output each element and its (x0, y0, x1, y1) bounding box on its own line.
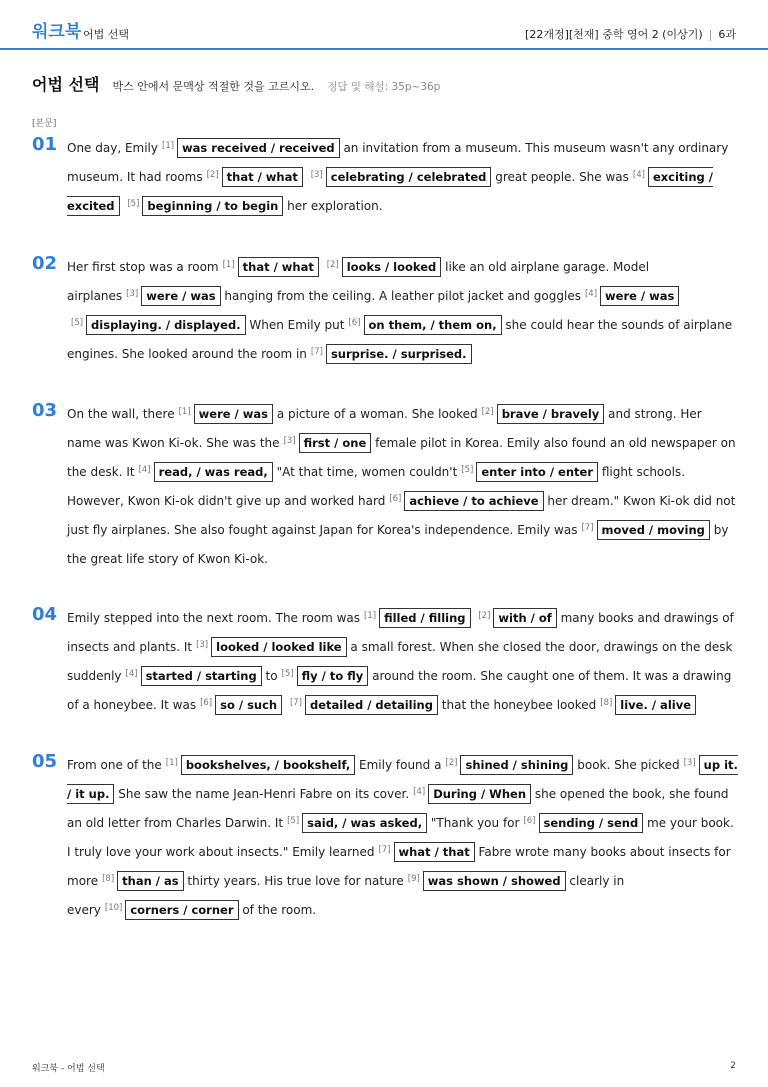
question-item-02 (32, 253, 738, 369)
choice-box[interactable]: displaying. / displayed. (86, 315, 246, 335)
choice-box[interactable]: so / such (215, 695, 282, 715)
blank-marker: [2] (206, 170, 219, 180)
blank-marker: [4] (632, 170, 645, 180)
blank-marker: [7] (581, 523, 594, 533)
choice-box[interactable]: looks / looked (342, 257, 442, 277)
blank-marker: [5] (461, 465, 474, 475)
blank-marker: [2] (326, 260, 339, 270)
text-segment: One day, Emily (67, 141, 158, 155)
text-segment: her dream." Kwon Ki-ok did not just fly airplanes. She also fought against Japan for Korea's independence. Emily was (67, 494, 736, 537)
blank-marker: [4] (413, 787, 426, 797)
blank-marker: [7] (310, 347, 323, 357)
text-segment: Emily stepped into the next room. The room was (67, 611, 361, 625)
text-segment: flight schools. However, Kwon Ki-ok didn't give up and worked hard (67, 465, 686, 508)
question-text (67, 604, 738, 720)
text-segment: she opened the book, she found an old letter from Charles Darwin. It (67, 787, 729, 830)
blank-marker: [1] (165, 758, 178, 768)
choice-box[interactable]: During / When (428, 784, 531, 804)
text-segment: she could hear the sounds of airplane engines. She looked around the room in (67, 318, 733, 361)
choice-box[interactable]: beginning / to begin (142, 196, 283, 216)
text-segment: and strong. Her name was Kwon Ki-ok. She was the (67, 407, 702, 450)
choice-box[interactable]: that / what (238, 257, 319, 277)
choice-box[interactable]: than / as (117, 871, 183, 891)
blank-marker: [5] (281, 669, 294, 679)
blank-marker: [8] (102, 874, 115, 884)
choice-box[interactable]: was shown / showed (423, 871, 566, 891)
course-name: [22개정][천재] 중학 영어 2 (이상기) (525, 28, 703, 41)
choice-box[interactable]: surprise. / surprised. (326, 344, 472, 364)
question-item-01 (32, 134, 738, 221)
choice-box[interactable]: exciting / excited (67, 167, 713, 216)
blank-marker: [3] (310, 170, 323, 180)
choice-box[interactable]: started / starting (141, 666, 262, 686)
text-segment: her exploration. (287, 199, 383, 213)
blank-marker: [6] (348, 318, 361, 328)
blank-marker: [1] (162, 141, 175, 151)
text-segment: like an old airplane garage. Model airplanes (67, 260, 650, 303)
blank-marker: [8] (600, 698, 613, 708)
text-segment: that the honeybee looked (441, 698, 597, 712)
text-segment: book. She picked (577, 758, 680, 772)
choice-box[interactable]: celebrating / celebrated (326, 167, 492, 187)
blank-marker: [2] (445, 758, 458, 768)
text-segment: a picture of a woman. She looked (276, 407, 478, 421)
text-segment: around the room. She caught one of them. It was a drawing of a honeybee. It was (67, 669, 732, 712)
blank-marker: [3] (283, 436, 296, 446)
blank-marker: [3] (126, 289, 139, 299)
text-segment: an invitation from a museum. This museum wasn't any ordinary museum. It had rooms (67, 141, 729, 184)
choice-box[interactable]: bookshelves, / bookshelf, (181, 755, 355, 775)
question-number: 05 (32, 751, 58, 772)
course-separator: | (708, 28, 713, 41)
blank-marker: [4] (125, 669, 138, 679)
blank-marker: [5] (71, 318, 84, 328)
footer-label: 워크북 - 어법 선택 (32, 1064, 105, 1074)
question-item-04 (32, 604, 738, 720)
blank-marker: [10] (104, 903, 123, 913)
choice-box[interactable]: was received / received (177, 138, 340, 158)
brand-title: 워크북 (32, 22, 82, 42)
choice-box[interactable]: looked / looked like (211, 637, 346, 657)
text-segment: clearly in every (67, 874, 625, 917)
blank-marker: [5] (127, 199, 140, 209)
page-header (0, 0, 768, 50)
question-text (67, 134, 738, 221)
choice-box[interactable]: read, / was read, (154, 462, 273, 482)
question-text (67, 253, 738, 369)
text-segment: Fabre wrote many books about insects for more (67, 845, 731, 888)
choice-box[interactable]: moved / moving (597, 520, 710, 540)
brand-subtitle: 어법 선택 (83, 28, 130, 41)
blank-marker: [6] (523, 816, 536, 826)
blank-marker: [1] (222, 260, 235, 270)
text-segment: She saw the name Jean-Henri Fabre on its cover. (118, 787, 410, 801)
text-segment: Emily found a (359, 758, 442, 772)
text-segment: many books and drawings of insects and plants. It (67, 611, 734, 654)
text-segment: When Emily put (249, 318, 345, 332)
choice-box[interactable]: live. / alive (615, 695, 696, 715)
choice-box[interactable]: first / one (299, 433, 372, 453)
text-segment: great people. She was (495, 170, 629, 184)
lesson-label: 6과 (718, 28, 736, 41)
choice-box[interactable]: shined / shining (460, 755, 573, 775)
choice-box[interactable]: said, / was asked, (302, 813, 427, 833)
blank-marker: [4] (138, 465, 151, 475)
text-segment: me your book. I truly love your work about insects." Emily learned (67, 816, 734, 859)
text-segment: Her first stop was a room (67, 260, 219, 274)
question-number: 04 (32, 604, 58, 625)
choice-box[interactable]: up it. / it up. (67, 755, 738, 804)
text-segment: by the great life story of Kwon Ki-ok. (67, 523, 729, 566)
choice-box[interactable]: achieve / to achieve (404, 491, 543, 511)
question-text (67, 400, 738, 574)
text-segment: "At that time, women couldn't (276, 465, 458, 479)
choice-box[interactable]: fly / to fly (297, 666, 369, 686)
question-number: 02 (32, 253, 58, 274)
answer-reference: 정답 및 해설: 35p~36p (327, 81, 441, 93)
course-info (525, 26, 736, 42)
passage-label: [본문] (32, 119, 57, 129)
choice-box[interactable]: corners / corner (125, 900, 238, 920)
blank-marker: [7] (378, 845, 391, 855)
text-segment: "Thank you for (430, 816, 520, 830)
blank-marker: [6] (389, 494, 402, 504)
choice-box[interactable]: filled / filling (379, 608, 470, 628)
blank-marker: [2] (481, 407, 494, 417)
section-title-row (32, 72, 440, 95)
text-segment: hanging from the ceiling. A leather pilot jacket and goggles (224, 289, 581, 303)
question-item-05 (32, 751, 738, 925)
text-segment: to (265, 669, 278, 683)
choice-box[interactable]: were / was (141, 286, 220, 306)
section-title: 어법 선택 (32, 75, 100, 94)
blank-marker: [2] (478, 611, 491, 621)
choice-box[interactable]: on them, / them on, (364, 315, 502, 335)
choice-box[interactable]: with / of (493, 608, 556, 628)
choice-box[interactable]: enter into / enter (476, 462, 598, 482)
blank-marker: [3] (683, 758, 696, 768)
page-number: 2 (730, 1061, 736, 1071)
choice-box[interactable]: were / was (600, 286, 679, 306)
choice-box[interactable]: what / that (394, 842, 475, 862)
blank-marker: [7] (289, 698, 302, 708)
blank-marker: [6] (200, 698, 213, 708)
blank-marker: [3] (196, 640, 209, 650)
question-text (67, 751, 738, 925)
choice-box[interactable]: detailed / detailing (305, 695, 438, 715)
choice-box[interactable]: were / was (194, 404, 273, 424)
text-segment: From one of the (67, 758, 162, 772)
text-segment: thirty years. His true love for nature (187, 874, 404, 888)
text-segment: of the room. (242, 903, 317, 917)
section-instruction: 박스 안에서 문맥상 적절한 것을 고르시오. (112, 80, 315, 93)
text-segment: On the wall, there (67, 407, 175, 421)
choice-box[interactable]: brave / bravely (497, 404, 605, 424)
question-number: 01 (32, 134, 58, 155)
question-item-03 (32, 400, 738, 574)
blank-marker: [1] (364, 611, 377, 621)
question-number: 03 (32, 400, 58, 421)
blank-marker: [1] (178, 407, 191, 417)
blank-marker: [5] (287, 816, 300, 826)
blank-marker: [9] (407, 874, 420, 884)
text-segment: a small forest. When she closed the door, drawings on the desk suddenly (67, 640, 733, 683)
choice-box[interactable]: sending / send (539, 813, 644, 833)
blank-marker: [4] (584, 289, 598, 299)
choice-box[interactable]: that / what (222, 167, 303, 187)
text-segment: female pilot in Korea. Emily also found an old newspaper on the desk. It (67, 436, 736, 479)
